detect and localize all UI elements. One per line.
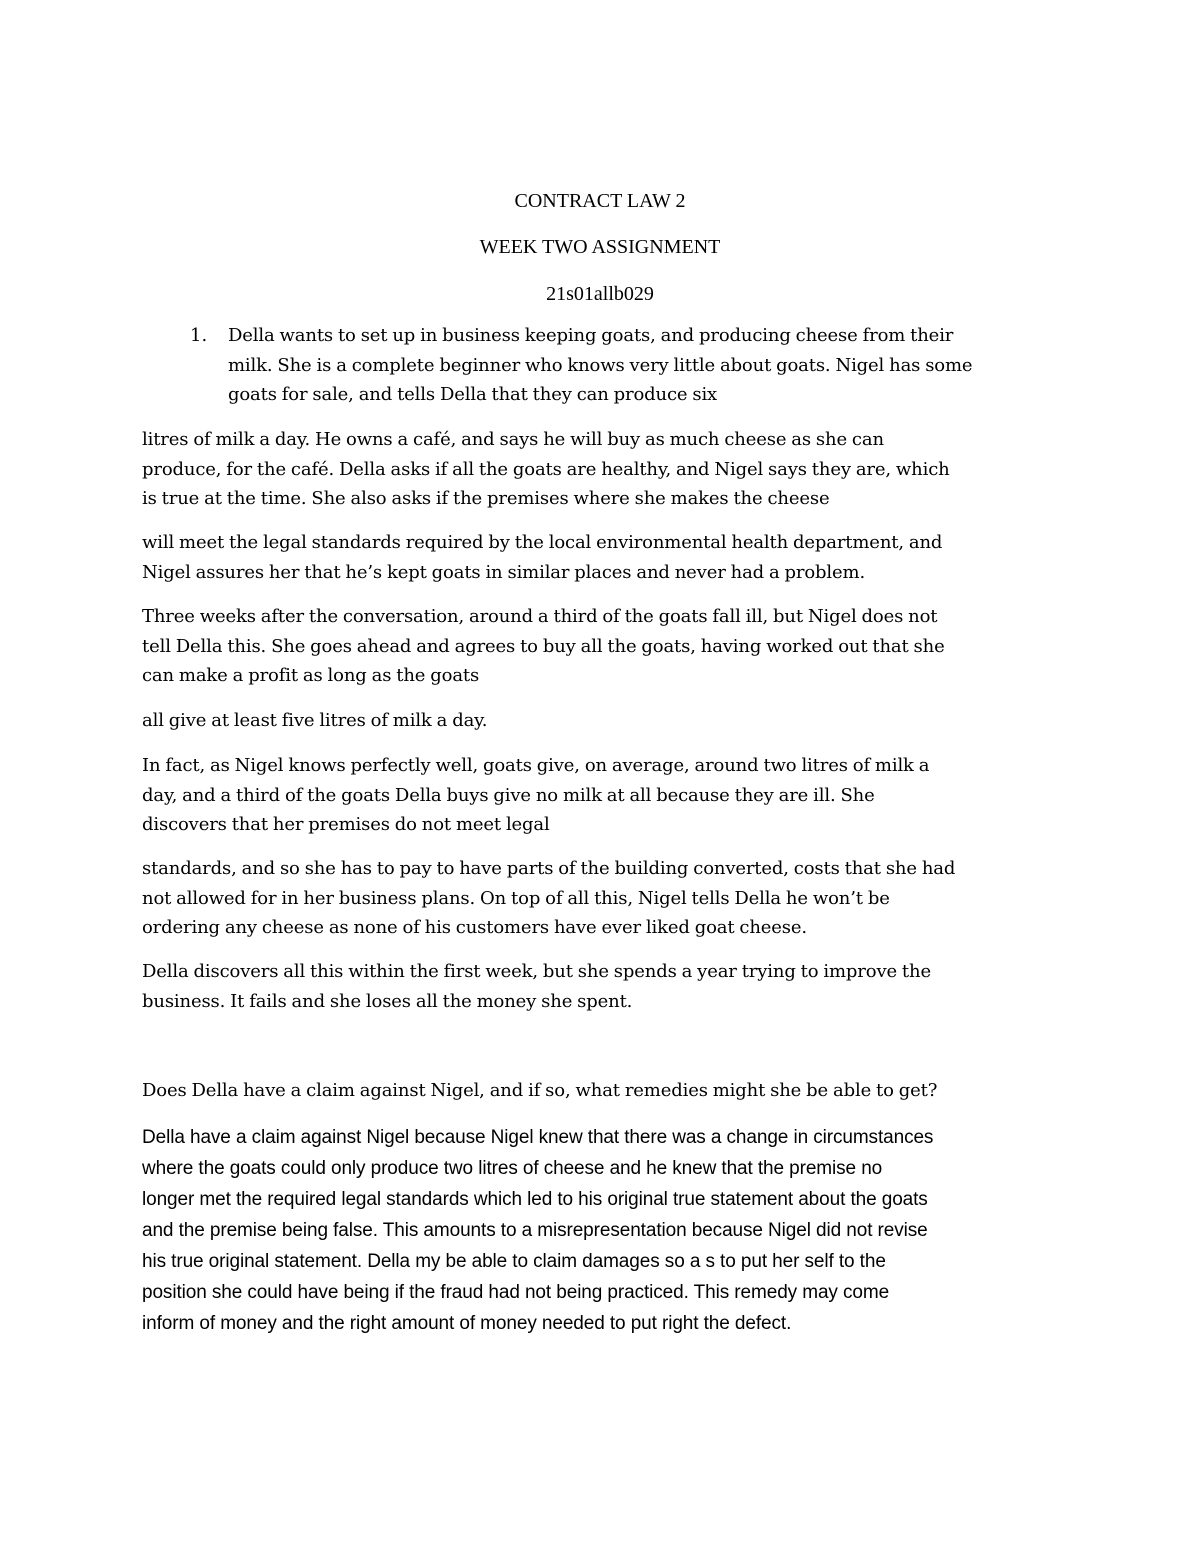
paragraph-line: is true at the time. She also asks if the premises where she makes the cheese bbox=[142, 488, 830, 509]
student-id: 21s01allb029 bbox=[546, 283, 654, 305]
paragraph-line: litres of milk a day. He owns a café, and says he will buy as much cheese as she can bbox=[142, 429, 884, 450]
paragraph-line: all give at least five litres of milk a day. bbox=[142, 710, 488, 731]
answer-line: where the goats could only produce two litres of cheese and he knew that the premise no bbox=[142, 1158, 883, 1179]
paragraph-line: discovers that her premises do not meet legal bbox=[142, 814, 550, 835]
paragraph-line: Della discovers all this within the first week, but she spends a year trying to improve the bbox=[142, 961, 931, 982]
question-intro bbox=[228, 321, 1088, 410]
scenario-paragraph bbox=[142, 751, 1072, 840]
question-intro-line: goats for sale, and tells Della that they can produce six bbox=[228, 384, 718, 405]
paragraph-line: will meet the legal standards required by the local environmental health department, and bbox=[142, 532, 943, 553]
answer-line: and the premise being false. This amounts to a misrepresentation because Nigel did not revise bbox=[142, 1220, 928, 1241]
paragraph-line: not allowed for in her business plans. On top of all this, Nigel tells Della he won’t be bbox=[142, 887, 890, 909]
paragraph-line: Three weeks after the conversation, around a third of the goats fall ill, but Nigel does not bbox=[142, 606, 938, 627]
answer-line: position she could have being if the fraud had not being practiced. This remedy may come bbox=[142, 1282, 890, 1303]
paragraph-line: ordering any cheese as none of his customers have ever liked goat cheese. bbox=[142, 917, 807, 938]
scenario-paragraph bbox=[142, 706, 1072, 736]
paragraph-line: can make a profit as long as the goats bbox=[142, 665, 480, 686]
question-intro-line: Della wants to set up in business keeping goats, and producing cheese from their bbox=[228, 325, 954, 346]
course-title: CONTRACT LAW 2 bbox=[514, 190, 686, 212]
question-number: 1. bbox=[190, 325, 208, 346]
paragraph-line: Nigel assures her that he’s kept goats in similar places and never had a problem. bbox=[142, 561, 866, 583]
answer-paragraph bbox=[142, 1122, 1072, 1339]
scenario-paragraph bbox=[142, 854, 1072, 943]
answer-line: longer met the required legal standards which led to his original true statement about the goats bbox=[142, 1189, 928, 1210]
answer-line: his true original statement. Della my be able to claim damages so a s to put her self to the bbox=[142, 1251, 886, 1272]
scenario-paragraph bbox=[142, 425, 1072, 514]
answer-line: inform of money and the right amount of money needed to put right the defect. bbox=[142, 1313, 792, 1334]
paragraph-line: standards, and so she has to pay to have parts of the building converted, costs that she had bbox=[142, 858, 956, 879]
question-intro-line: milk. She is a complete beginner who knows very little about goats. Nigel has some bbox=[228, 354, 973, 376]
question-prompt-text: Does Della have a claim against Nigel, and if so, what remedies might she be able to get? bbox=[142, 1080, 938, 1101]
paragraph-line: tell Della this. She goes ahead and agrees to buy all the goats, having worked out that she bbox=[142, 635, 945, 657]
scenario-paragraph bbox=[142, 528, 1072, 587]
answer-line: Della have a claim against Nigel because Nigel knew that there was a change in circumstances bbox=[142, 1127, 934, 1148]
paragraph-line: day, and a third of the goats Della buys give no milk at all because they are ill. She bbox=[142, 784, 875, 806]
paragraph-line: business. It fails and she loses all the money she spent. bbox=[142, 990, 633, 1012]
assignment-title: WEEK TWO ASSIGNMENT bbox=[479, 236, 721, 258]
scenario-paragraph bbox=[142, 602, 1072, 691]
paragraph-line: produce, for the café. Della asks if all the goats are healthy, and Nigel says they are, which bbox=[142, 458, 950, 480]
paragraph-line: In fact, as Nigel knows perfectly well, goats give, on average, around two litres of milk a bbox=[142, 755, 930, 776]
question-prompt bbox=[142, 1076, 1072, 1106]
scenario-paragraph bbox=[142, 957, 1072, 1016]
